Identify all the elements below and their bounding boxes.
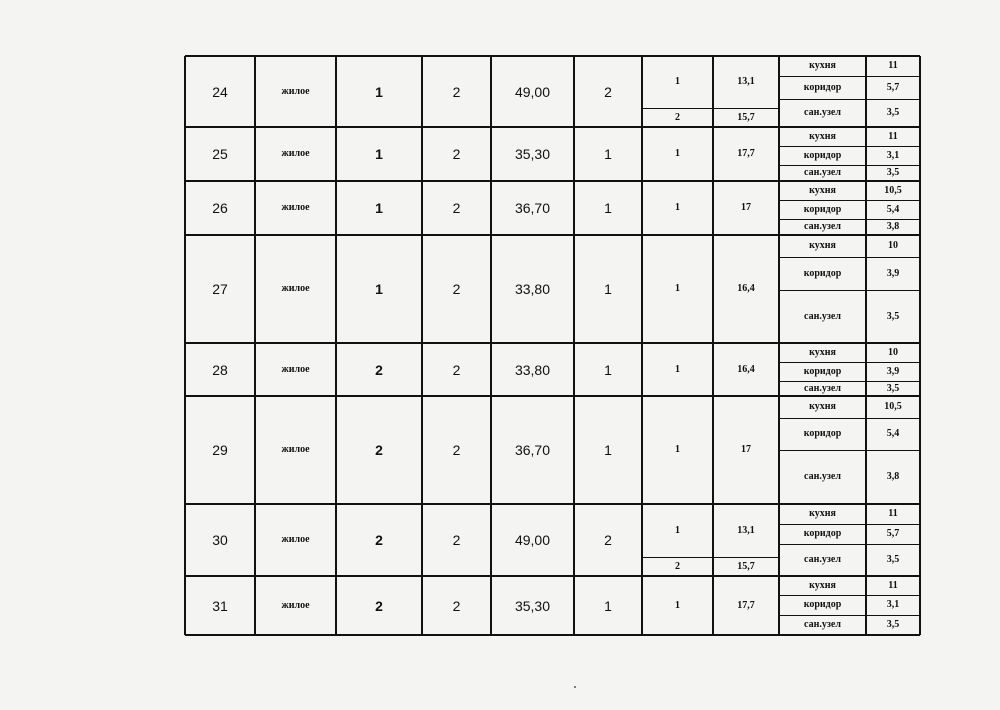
aux-room-area: 3,5: [886, 619, 900, 630]
room-count: 1: [604, 146, 612, 162]
aux-room-name: кухня: [809, 579, 836, 591]
room-count: 1: [604, 200, 612, 216]
scan-speck: [574, 686, 576, 688]
total-area: 33,80: [514, 281, 551, 297]
aux-room-name: сан.узел: [804, 382, 841, 394]
aux-room-area: 5,7: [886, 528, 900, 539]
aux-room-area: 3,9: [886, 267, 900, 279]
total-area: 49,00: [514, 532, 551, 548]
premise-type: жилое: [281, 283, 310, 294]
aux-room-name: кухня: [809, 346, 836, 358]
apartment-number: 26: [212, 200, 228, 216]
section-value: 2: [452, 146, 461, 162]
aux-room-area: 11: [888, 508, 898, 519]
total-area: 35,30: [514, 146, 551, 162]
aux-room-name: коридор: [803, 203, 842, 215]
premise-type: жилое: [281, 148, 310, 159]
floor-number: 2: [375, 532, 383, 548]
total-area: 33,80: [514, 361, 551, 378]
aux-room-name: сан.узел: [804, 619, 841, 630]
aux-room-area: 5,7: [886, 81, 900, 93]
floor-number: 1: [375, 83, 383, 100]
aux-room-name: коридор: [803, 365, 842, 377]
total-area: 35,30: [514, 597, 551, 614]
living-room-area: 15,7: [737, 111, 755, 123]
section-value: 2: [452, 200, 461, 216]
floor-number: 1: [375, 200, 383, 216]
aux-room-name: кухня: [809, 130, 836, 142]
room-count: 2: [604, 83, 612, 100]
aux-room-area: 3,9: [886, 365, 900, 377]
aux-room-name: кухня: [809, 60, 836, 71]
aux-room-area: 10,5: [884, 184, 902, 196]
living-room-area: 17: [741, 444, 751, 455]
premise-type: жилое: [281, 202, 310, 213]
aux-room-name: коридор: [803, 149, 842, 161]
aux-room-name: сан.узел: [804, 471, 841, 482]
living-room-number: 1: [675, 444, 680, 455]
aux-room-area: 3,1: [886, 599, 900, 610]
aux-room-name: кухня: [809, 184, 836, 196]
aux-room-area: 5,4: [886, 203, 900, 215]
floor-number: 1: [375, 281, 383, 297]
aux-room-area: 10: [888, 240, 898, 251]
apartment-number: 24: [212, 83, 228, 100]
living-room-number: 1: [675, 599, 680, 611]
aux-room-area: 3,1: [886, 149, 900, 161]
apartment-number: 25: [212, 146, 228, 162]
aux-room-area: 3,5: [886, 107, 900, 118]
aux-room-name: кухня: [809, 401, 836, 412]
section-value: 2: [452, 442, 461, 458]
living-room-area: 15,7: [737, 560, 755, 572]
floor-number: 2: [375, 597, 383, 614]
living-room-number: 1: [675, 148, 680, 159]
living-room-number: 1: [675, 202, 680, 213]
section-value: 2: [452, 83, 461, 100]
floor-number: 2: [375, 361, 383, 378]
aux-room-area: 5,4: [886, 428, 900, 439]
aux-room-area: 11: [888, 579, 898, 591]
aux-room-area: 11: [888, 60, 898, 71]
section-value: 2: [452, 532, 461, 548]
floor-number: 2: [375, 442, 383, 458]
room-count: 1: [604, 442, 612, 458]
total-area: 36,70: [514, 442, 551, 458]
aux-room-area: 11: [888, 130, 898, 142]
aux-room-area: 10: [888, 346, 898, 358]
living-room-area: 17,7: [737, 599, 755, 611]
aux-room-name: коридор: [803, 81, 842, 93]
aux-room-name: сан.узел: [804, 221, 841, 232]
living-room-area: 16,4: [737, 363, 755, 375]
living-room-area: 13,1: [737, 76, 755, 87]
room-count: 2: [604, 532, 612, 548]
section-value: 2: [452, 361, 461, 378]
aux-room-area: 3,8: [886, 221, 900, 232]
total-area: 36,70: [514, 200, 551, 216]
room-count: 1: [604, 281, 612, 297]
aux-room-name: кухня: [809, 240, 836, 251]
premise-type: жилое: [281, 444, 310, 455]
living-room-area: 17,7: [737, 148, 755, 159]
premise-type: жилое: [281, 599, 310, 611]
aux-room-name: коридор: [803, 267, 842, 279]
floor-number: 1: [375, 146, 383, 162]
room-count: 1: [604, 361, 612, 378]
aux-room-name: коридор: [803, 599, 842, 610]
apartment-number: 27: [212, 281, 228, 297]
aux-room-area: 3,5: [886, 554, 900, 565]
living-room-number: 2: [675, 111, 680, 123]
aux-room-area: 3,5: [886, 167, 900, 178]
aux-room-name: сан.узел: [804, 310, 841, 322]
aux-room-area: 10,5: [884, 401, 902, 412]
living-room-number: 1: [675, 363, 680, 375]
aux-room-name: сан.узел: [804, 107, 841, 118]
aux-room-area: 3,8: [886, 471, 900, 482]
aux-room-area: 3,5: [886, 310, 900, 322]
apartment-number: 30: [212, 532, 228, 548]
living-room-number: 1: [675, 524, 680, 536]
aux-room-name: сан.узел: [804, 167, 841, 178]
section-value: 2: [452, 281, 461, 297]
living-room-number: 1: [675, 283, 680, 294]
living-room-area: 17: [741, 202, 751, 213]
aux-room-name: сан.узел: [804, 554, 841, 565]
living-room-area: 16,4: [737, 283, 755, 294]
apartment-number: 29: [212, 442, 228, 458]
living-room-area: 13,1: [737, 524, 755, 536]
apartment-number: 31: [212, 597, 228, 614]
room-count: 1: [604, 597, 612, 614]
section-value: 2: [452, 597, 461, 614]
aux-room-name: кухня: [809, 508, 836, 519]
living-room-number: 2: [675, 560, 680, 572]
premise-type: жилое: [281, 85, 310, 97]
apartment-number: 28: [212, 361, 228, 378]
living-room-number: 1: [675, 76, 680, 87]
total-area: 49,00: [514, 83, 551, 100]
aux-room-area: 3,5: [886, 382, 900, 394]
aux-room-name: коридор: [803, 428, 842, 439]
aux-room-name: коридор: [803, 528, 842, 539]
premise-type: жилое: [281, 534, 310, 545]
premise-type: жилое: [281, 363, 310, 375]
